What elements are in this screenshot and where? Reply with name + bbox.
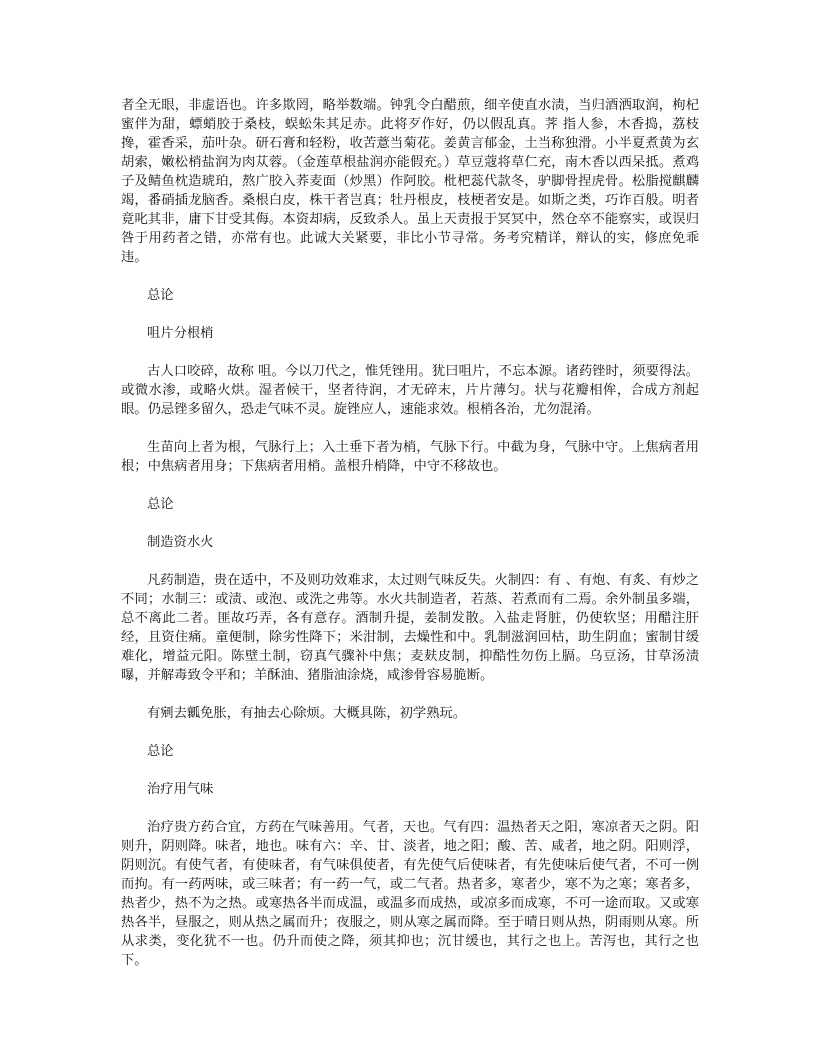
- spacer: [121, 761, 699, 780]
- spacer: [121, 723, 699, 742]
- spacer: [121, 514, 699, 533]
- section-title: 治疗用气味: [147, 782, 214, 797]
- spacer: [121, 552, 699, 571]
- spacer: [121, 799, 699, 818]
- spacer: [121, 343, 699, 362]
- section-heading: 总论: [147, 497, 174, 512]
- section-heading: 总论: [147, 288, 174, 303]
- section-heading: 总论: [147, 744, 174, 759]
- intro-paragraph: 者全无眼，非虚语也。许多欺罔，略举数端。钟乳令白醋煎，细辛使直水渍，当归酒洒取润，枸杞蜜伴为甜，螵蛸胶于桑枝，蜈蚣朱其足赤。此将歹作好，仍以假乱真。荠 指人参，木香捣，荔枝搀，霍香采，茄叶杂。研石膏和轻粉，收苦薏当菊花。姜黄言郁金，土当称独滑。小半夏煮黄为玄胡索，嫩松梢盐润为肉苁蓉。（金莲草根盐润亦能假充。）草豆蔻将草仁充，南木香以西呆抵。煮鸡子及鲭鱼枕造琥珀，熬广胶入荞麦面（炒黑）作阿胶。枇杷蕊代款冬，驴脚骨捏虎骨。松脂搅麒麟竭，番硝插龙脑香。桑根白皮，株干者岂真；牡丹根皮，枝梗者安是。如斯之类，巧诈百般。明者竟叱其非，庸下甘受其侮。本资却病，反致杀人。虽上天责报于冥冥中，然仓卒不能察实，或误归咎于用药者之错，亦常有也。此诚大关紧要，非比小节寻常。务考究精详，辩认的实，修庶免乖违。: [121, 98, 699, 265]
- body-paragraph: 古人口咬碎，故称 咀。今以刀代之，惟凭锉用。犹曰咀片，不忘本源。诸药锉时，须要得法。或微水渗，或略火烘。湿者候干，坚者待润，才无碎末，片片薄匀。状与花瓣相侔，合成方剂起眼。仍忌锉多留久，恐走气味不灵。旋锉应人，速能求效。根梢各治，尤勿混淆。: [121, 364, 699, 417]
- section-title: 咀片分根梢: [147, 326, 214, 341]
- document-page: [121, 96, 699, 970]
- body-paragraph: 治疗贵方药合宜，方药在气味善用。气者，天也。气有四：温热者天之阳，寒凉者天之阴。阳则升，阴则降。味者，地也。味有六：辛、甘、淡者，地之阳；酸、苦、咸者，地之阴。阳则浮，阴则沉。有使气者，有使味者，有气味俱使者，有先使气后使味者，有先使味后使气者，不可一例而拘。有一药两味，或三味者；有一药一气，或二气者。热者多，寒者少，寒不为之寒；寒者多，热者少，热不为之热。或寒热各半而成温，或温多而成热，或凉多而成寒，不可一途而取。又或寒热各半，昼服之，则从热之属而升；夜服之，则从寒之属而降。至于晴日则从热，阴雨则从寒。所从求类，变化犹不一也。仍升而使之降，须其抑也；沉甘缓也，其行之也上。苦泻也，其行之也下。: [121, 820, 699, 968]
- body-paragraph: 生苗向上者为根，气脉行上；入土垂下者为梢，气脉下行。中截为身，气脉中守。上焦病者用根；中焦病者用身；下焦病者用梢。盖根升梢降，中守不移故也。: [121, 440, 699, 474]
- body-paragraph: 有剜去瓤免胀，有抽去心除烦。大概具陈，初学熟玩。: [147, 706, 467, 721]
- spacer: [121, 267, 699, 286]
- spacer: [121, 419, 699, 438]
- body-paragraph: 凡药制造，贵在适中，不及则功效难求，太过则气味反失。火制四：有 、有炮、有炙、有炒之不同；水制三：或渍、或泡、或洗之弗等。水火共制造者，若蒸、若煮而有二焉。余外制虽多端，总不离此二者。匪故巧弄，各有意存。酒制升提，姜制发散。入盐走肾脏，仍使软坚；用醋注肝经，且资住痛。童便制，除劣性降下；米泔制，去燥性和中。乳制滋润回枯，助生阴血；蜜制甘缓难化，增益元阳。陈壁土制，窃真气骤补中焦；麦麸皮制，抑酷性勿伤上膈。乌豆汤，甘草汤渍曝，并解毒致令平和；羊酥油、猪脂油涂烧，咸渗骨容易脆断。: [121, 573, 699, 683]
- spacer: [121, 305, 699, 324]
- spacer: [121, 476, 699, 495]
- section-title: 制造资水火: [147, 535, 214, 550]
- spacer: [121, 685, 699, 704]
